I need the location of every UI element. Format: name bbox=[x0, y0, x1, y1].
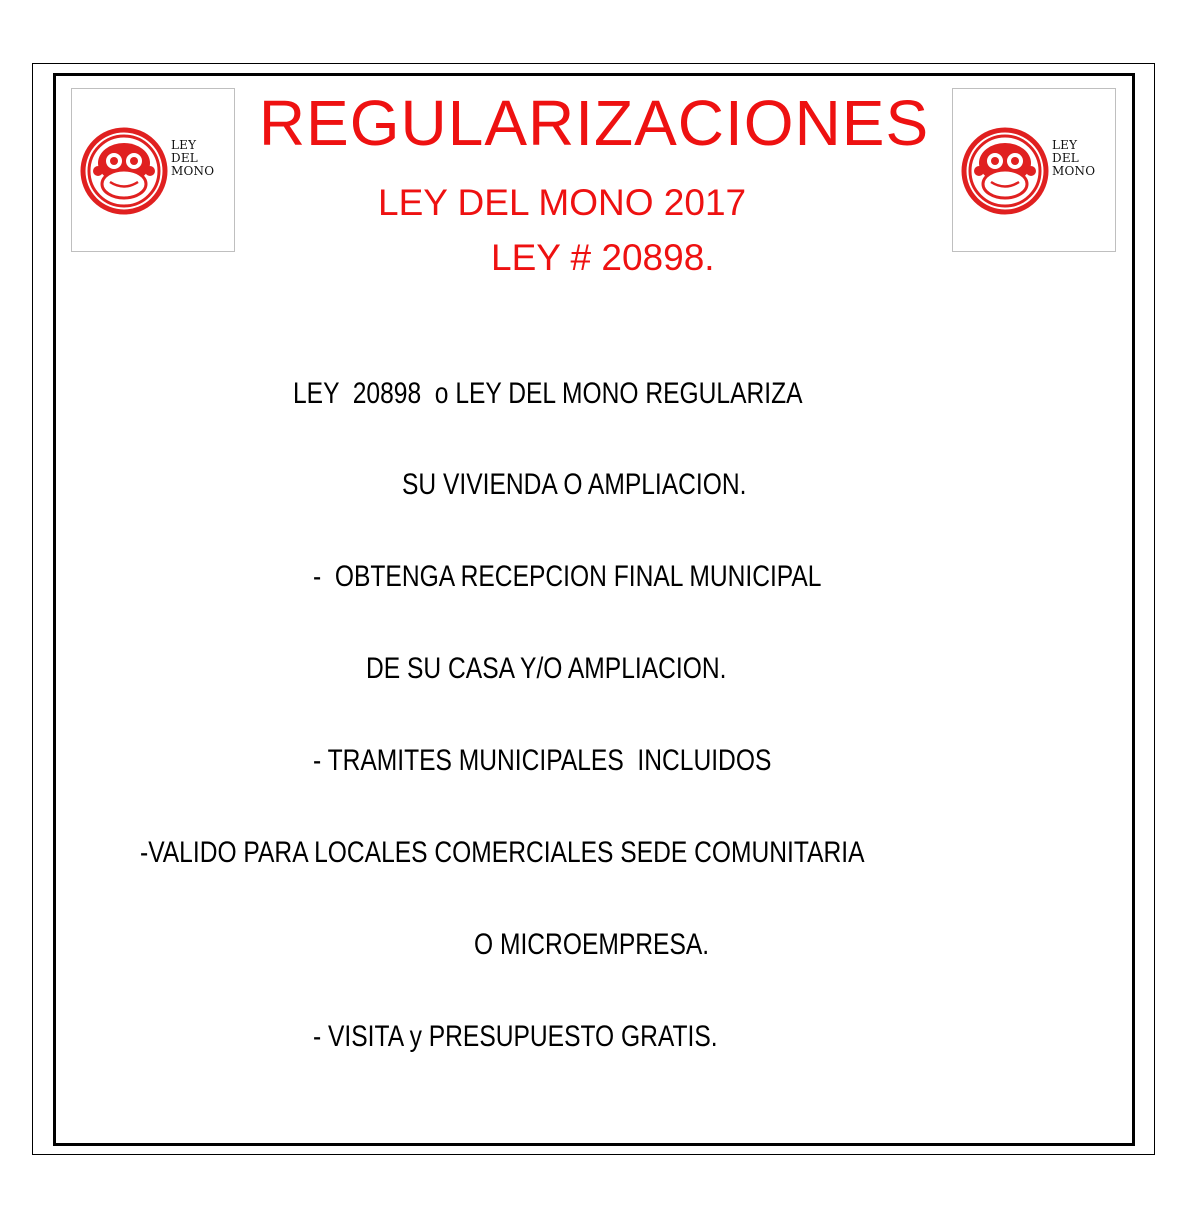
ley-del-mono-logo-left bbox=[71, 88, 235, 252]
body-line-intro-cont: SU VIVIENDA O AMPLIACION. bbox=[402, 468, 747, 501]
logo-text-line: MONO bbox=[1052, 164, 1096, 178]
page-title: REGULARIZACIONES bbox=[258, 87, 930, 159]
logo-text-line: MONO bbox=[171, 164, 215, 178]
body-line-intro: LEY 20898 o LEY DEL MONO REGULARIZA bbox=[293, 377, 803, 410]
logo-text-line: DEL bbox=[1052, 151, 1079, 165]
logo-text bbox=[1052, 139, 1095, 178]
logo-text-line: LEY bbox=[171, 138, 197, 152]
logo-text-line: LEY bbox=[1052, 138, 1078, 152]
logo-text bbox=[171, 139, 214, 178]
monkey-face-icon bbox=[80, 127, 168, 215]
body-line-recepcion-cont: DE SU CASA Y/O AMPLIACION. bbox=[366, 652, 727, 685]
body-line-recepcion: - OBTENGA RECEPCION FINAL MUNICIPAL bbox=[313, 560, 822, 593]
body-line-locales: -VALIDO PARA LOCALES COMERCIALES SEDE COMUNITARIA bbox=[140, 836, 865, 869]
ley-del-mono-logo-right bbox=[952, 88, 1116, 252]
body-line-locales-cont: O MICROEMPRESA. bbox=[474, 928, 710, 961]
body-line-tramites: - TRAMITES MUNICIPALES INCLUIDOS bbox=[313, 744, 772, 777]
monkey-face-icon bbox=[961, 127, 1049, 215]
subtitle-law-number: LEY # 20898. bbox=[491, 237, 715, 278]
subtitle-law-name: LEY DEL MONO 2017 bbox=[378, 182, 747, 223]
logo-text-line: DEL bbox=[171, 151, 198, 165]
body-line-visita: - VISITA y PRESUPUESTO GRATIS. bbox=[313, 1020, 718, 1053]
